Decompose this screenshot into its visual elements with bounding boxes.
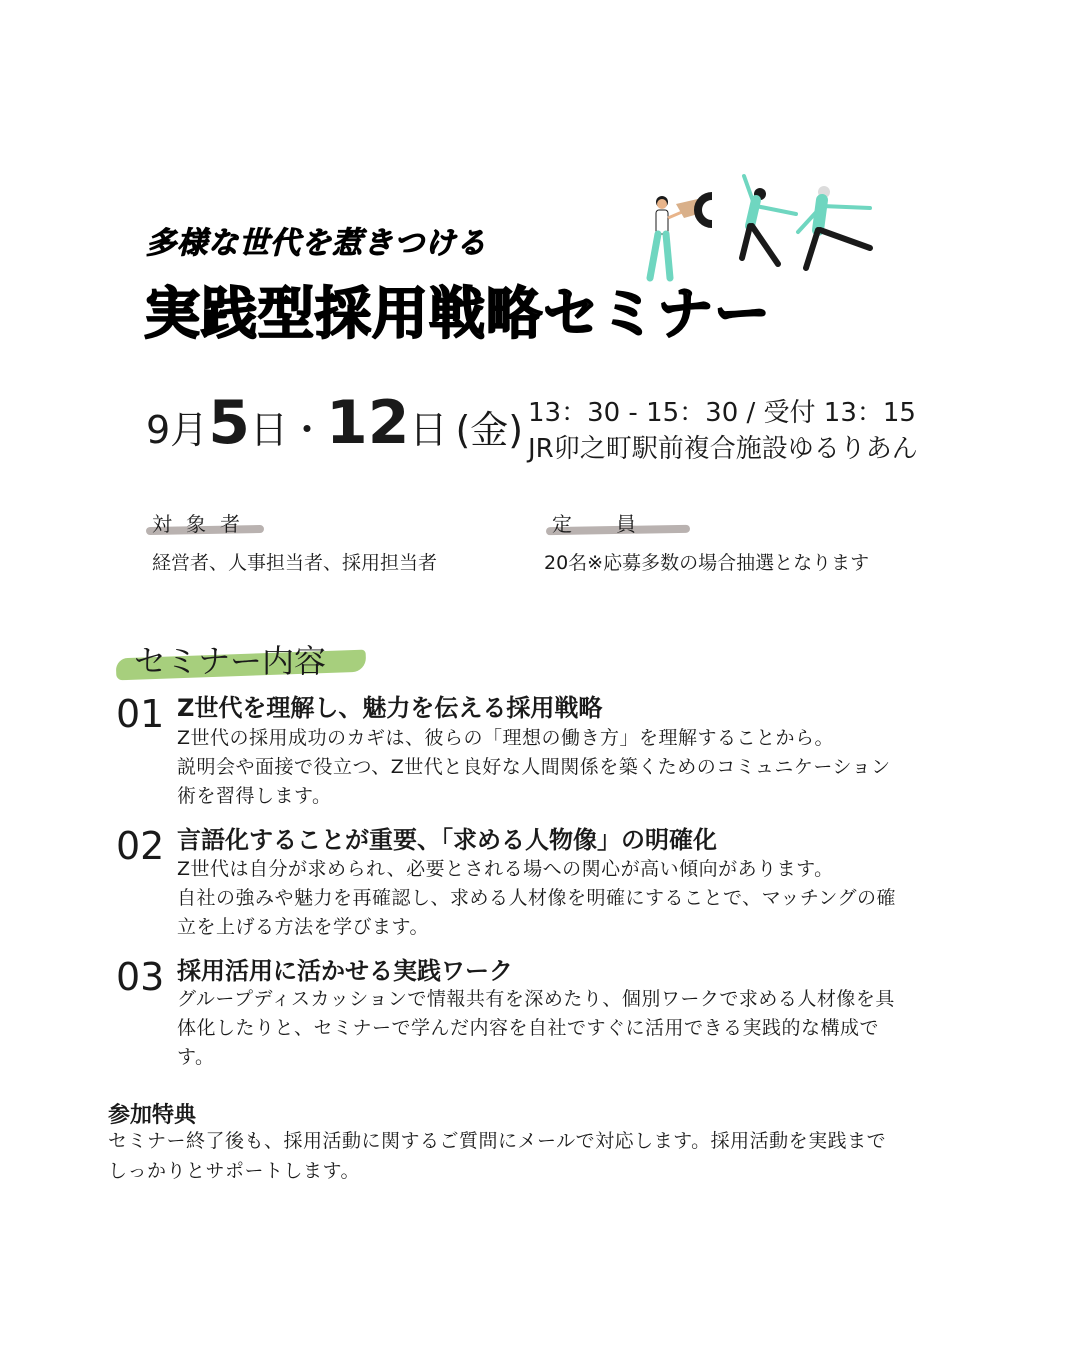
page-title: 実践型採用戦略セミナー (144, 282, 771, 347)
item-heading-3: 採用活用に活かせる実践ワーク (177, 957, 513, 985)
target-label: 対象者 (152, 512, 254, 536)
item-body-3: グループディスカッションで情報共有を深めたり、個別ワークで求める人材像を具 体化したりと、セミナーで学んだ内容を自社ですぐに活用できる実践的な構成で す。 (177, 988, 895, 1068)
date-day-1: 5 (208, 388, 250, 458)
event-date (146, 388, 523, 458)
bonus-body: セミナー終了後も、採用活動に関するご質問にメールで対応します。採用活動を実践まで しっかりとサポートします。 (108, 1130, 887, 1182)
item-number-1: 01 (116, 692, 165, 736)
capacity-label: 定員 (552, 512, 680, 536)
event-venue: JR卯之町駅前複合施設ゆるりあん (528, 434, 918, 464)
flying-woman-figure (798, 186, 870, 268)
item-heading-1: Z世代を理解し、魅力を伝える採用戦略 (177, 694, 603, 722)
flying-person-figure (742, 176, 796, 264)
date-suffix-1: 日・ (249, 408, 326, 452)
item-body-1: Z世代の採用成功のカギは、彼らの「理想の働き方」を理解することから。 説明会や面接で役立つ、Z世代と良好な人間関係を築くためのコミュニケーション 術を習得します。 (177, 727, 891, 807)
date-suffix-2: 日 (409, 408, 448, 452)
section-title: セミナー内容 (134, 642, 327, 680)
date-day-2: 12 (325, 388, 410, 458)
target-value: 経営者、人事担当者、採用担当者 (152, 552, 438, 574)
magnet-icon (698, 196, 712, 224)
page-subtitle: 多様な世代を惹きつける (146, 226, 487, 261)
bonus-heading: 参加特典 (108, 1103, 197, 1128)
item-number-3: 03 (116, 955, 165, 999)
date-month: 9月 (146, 408, 209, 452)
capacity-tag (552, 508, 680, 537)
item-heading-2: 言語化することが重要、「求める人物像」の明確化 (177, 826, 717, 854)
capacity-value: 20名※応募多数の場合抽選となります (544, 552, 870, 574)
item-number-2: 02 (116, 824, 165, 868)
event-time: 13：30 - 15：30 / 受付 13：15 (528, 398, 916, 428)
item-body-2: Z世代は自分が求められ、必要とされる場への関心が高い傾向があります。 自社の強みや魅力を再確認し、求める人材像を明確にすることで、マッチングの確 立を上げる方法を学びます。 (177, 858, 897, 938)
date-weekday: (金) (455, 408, 524, 452)
target-tag (152, 508, 254, 537)
